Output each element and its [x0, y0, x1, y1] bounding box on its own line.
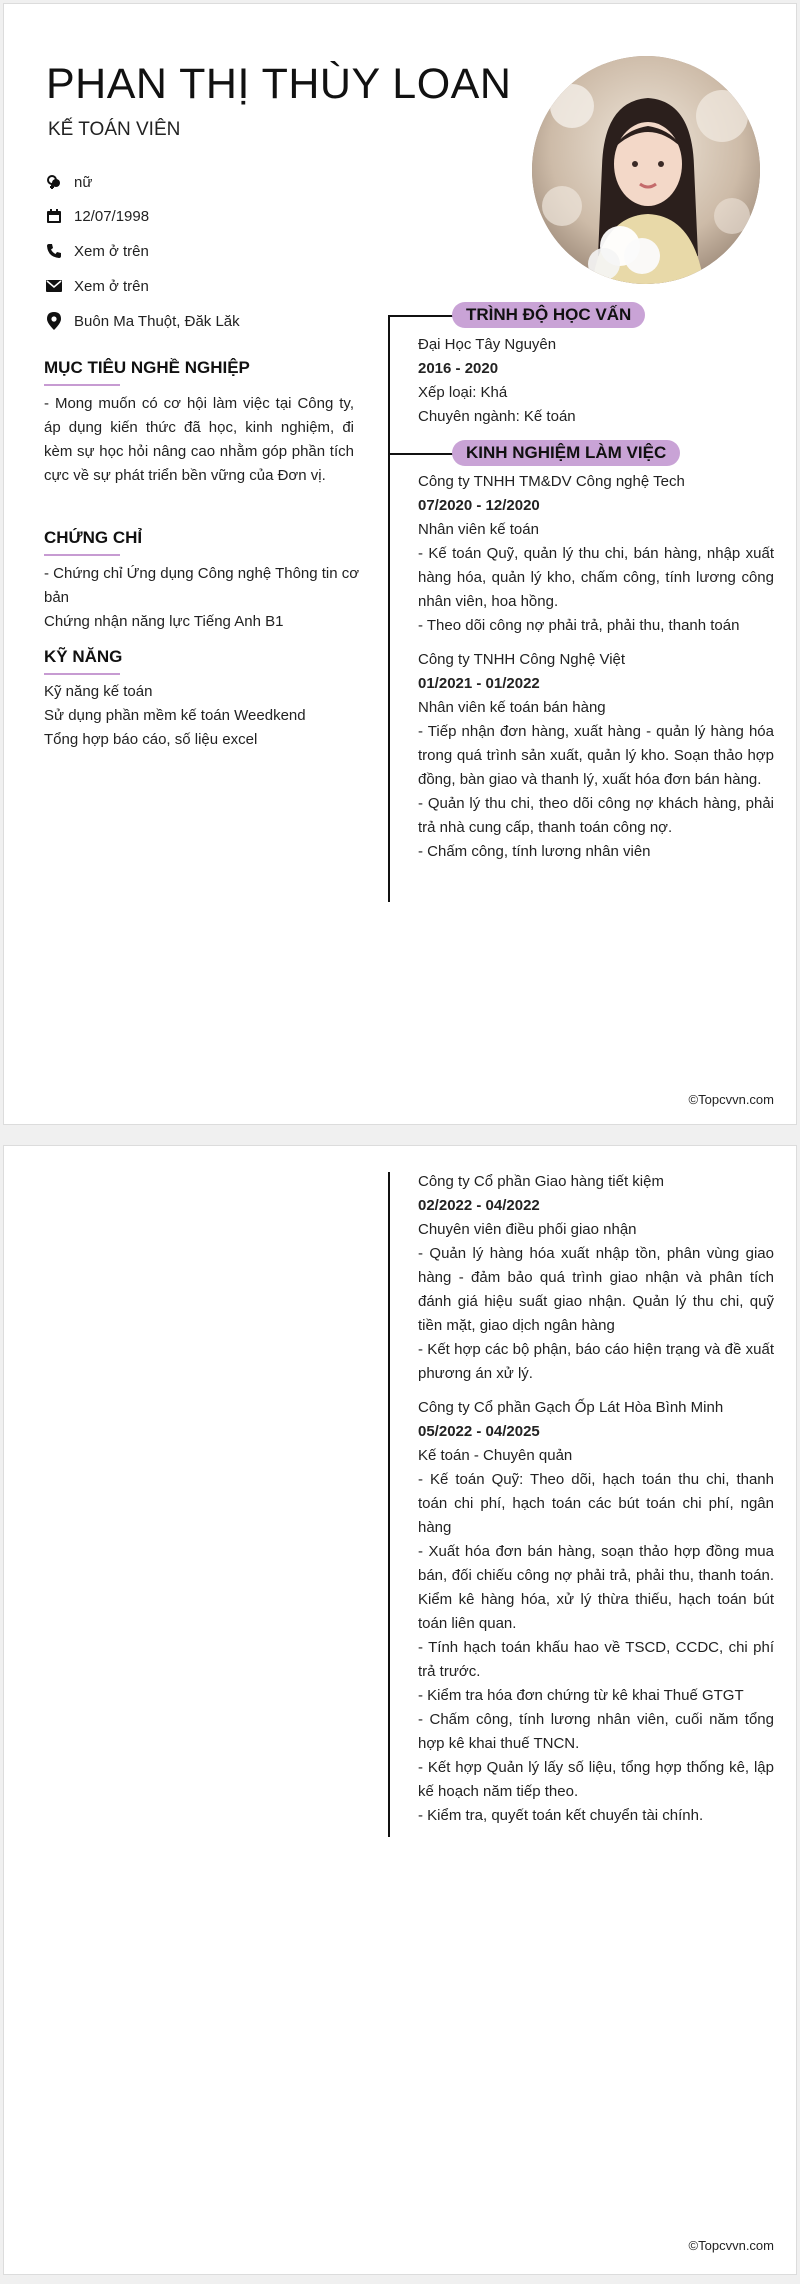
job-detail: - Quản lý hàng hóa xuất nhập tồn, phân vùng giao hàng - đảm bảo quá trình giao nhận và phân tích đánh giá hiệu suất giao nhận. Quản lý thu chi, quỹ tiền mặt, giao dịch ngân hàng [418, 1245, 774, 1334]
skill-item: Kỹ năng kế toán [44, 683, 153, 700]
experience-job-2 [418, 648, 774, 864]
job-period: 07/2020 - 12/2020 [418, 497, 540, 514]
job-detail: - Tính hạch toán khấu hao về TSCD, CCDC, chi phí trả trước. [418, 1639, 774, 1680]
gender-text: nữ [74, 173, 93, 191]
job-detail: - Kế toán Quỹ: Theo dõi, hạch toán thu chi, thanh toán chi phí, hạch toán các bút toán chi phí, ngân hàng [418, 1471, 774, 1536]
job-detail: - Xuất hóa đơn bán hàng, soạn thảo hợp đồng mua bán, đối chiếu công nợ phải trả, phải thu, thanh toán. Kiểm kê hàng hóa, xử lý thừa thiếu, hạch toán bút toán liên quan. [418, 1543, 774, 1632]
candidate-job-title: KẾ TOÁN VIÊN [48, 119, 181, 140]
job-company: Công ty TNHH TM&DV Công nghệ Tech [418, 473, 685, 490]
cv-page-2 [3, 1145, 797, 2275]
education-heading: TRÌNH ĐỘ HỌC VẤN [452, 302, 645, 328]
gender-icon [44, 172, 64, 192]
experience-job-3 [418, 1170, 774, 1386]
contact-gender [44, 172, 92, 192]
footer-credit: ©Topcvvn.com [688, 1092, 774, 1107]
profile-photo-illustration [532, 56, 760, 284]
education-block [418, 333, 774, 429]
certificates-heading: CHỨNG CHỈ [44, 528, 143, 547]
timeline-line [388, 315, 390, 902]
experience-job-4 [418, 1396, 774, 1828]
job-detail: - Theo dõi công nợ phải trả, phải thu, thanh toán [418, 617, 740, 634]
address-text: Buôn Ma Thuột, Đăk Lăk [74, 312, 240, 330]
profile-photo [532, 56, 760, 284]
cv-page-1 [3, 3, 797, 1125]
education-major: Chuyên ngành: Kế toán [418, 408, 576, 425]
job-role: Kế toán - Chuyên quản [418, 1447, 573, 1464]
certificate-item: - Chứng chỉ Ứng dụng Công nghệ Thông tin cơ bản [44, 565, 360, 606]
phone-text: Xem ở trên [74, 242, 149, 260]
birthday-text: 12/07/1998 [74, 207, 150, 225]
skill-item: Tổng hợp báo cáo, số liệu excel [44, 731, 258, 748]
calendar-icon [44, 206, 64, 226]
job-role: Nhân viên kế toán bán hàng [418, 699, 606, 716]
job-detail: - Kiểm tra hóa đơn chứng từ kê khai Thuế GTGT [418, 1687, 744, 1704]
job-detail: - Tiếp nhận đơn hàng, xuất hàng - quản lý hàng hóa trong quá trình sản xuất, quản lý kho. Soạn thảo hợp đồng, bàn giao và thanh lý, xuất hóa đơn bán hàng. [418, 723, 774, 788]
job-detail: - Kế toán Quỹ, quản lý thu chi, bán hàng, nhập xuất hàng hóa, quản lý kho, chấm công, tính lương công nhân viên, hoa hồng. [418, 545, 774, 610]
education-connector [388, 315, 456, 317]
contact-email [44, 276, 149, 296]
certificate-item: Chứng nhận năng lực Tiếng Anh B1 [44, 613, 284, 630]
job-detail: - Chấm công, tính lương nhân viên, cuối năm tổng hợp kê khai thuế TNCN. [418, 1711, 774, 1752]
footer-credit: ©Topcvvn.com [688, 2238, 774, 2253]
timeline-line [388, 1172, 390, 1837]
candidate-name: PHAN THỊ THÙY LOAN [46, 60, 512, 108]
job-detail: - Chấm công, tính lương nhân viên [418, 843, 651, 860]
certificates-list [44, 562, 364, 634]
objective-heading: MỤC TIÊU NGHỀ NGHIỆP [44, 358, 250, 377]
objective-text: - Mong muốn có cơ hội làm việc tại Công ty, áp dụng kiến thức đã học, kinh nghiệm, đi kèm sự học hỏi nâng cao nhằm góp phần tích cực về sự phát triển bền vững của Đơn vị. [44, 395, 354, 484]
skills-heading: KỸ NĂNG [44, 647, 123, 666]
job-company: Công ty TNHH Công Nghệ Việt [418, 651, 626, 668]
contact-phone [44, 241, 149, 261]
job-detail: - Kết hợp Quản lý lấy số liệu, tổng hợp thống kê, lập kế hoạch năm tiếp theo. [418, 1759, 774, 1800]
envelope-icon [44, 276, 64, 296]
skills-list [44, 680, 364, 752]
education-period: 2016 - 2020 [418, 360, 499, 377]
job-detail: - Quản lý thu chi, theo dõi công nợ khách hàng, phải trả nhà cung cấp, thanh toán công nợ. [418, 795, 774, 836]
contact-address [44, 311, 240, 331]
job-detail: - Kết hợp các bộ phận, báo cáo hiện trạng và đề xuất phương án xử lý. [418, 1341, 774, 1382]
job-company: Công ty Cổ phần Giao hàng tiết kiệm [418, 1173, 664, 1190]
phone-icon [44, 241, 64, 261]
job-detail: - Kiểm tra, quyết toán kết chuyển tài chính. [418, 1807, 704, 1824]
job-period: 02/2022 - 04/2022 [418, 1197, 540, 1214]
skills-underline [44, 673, 120, 675]
contact-birthday [44, 206, 149, 226]
experience-heading: KINH NGHIỆM LÀM VIỆC [452, 440, 680, 466]
email-text: Xem ở trên [74, 277, 149, 295]
experience-connector [388, 453, 456, 455]
education-school: Đại Học Tây Nguyên [418, 336, 557, 353]
certificates-underline [44, 554, 120, 556]
experience-job-1 [418, 470, 774, 638]
job-period: 01/2021 - 01/2022 [418, 675, 540, 692]
skill-item: Sử dụng phần mềm kế toán Weedkend [44, 707, 306, 724]
job-role: Chuyên viên điều phối giao nhận [418, 1221, 637, 1238]
location-pin-icon [44, 311, 64, 331]
job-period: 05/2022 - 04/2025 [418, 1423, 540, 1440]
education-rank: Xếp loại: Khá [418, 384, 508, 401]
job-role: Nhân viên kế toán [418, 521, 539, 538]
objective-underline [44, 384, 120, 386]
job-company: Công ty Cổ phần Gạch Ốp Lát Hòa Bình Minh [418, 1399, 724, 1416]
